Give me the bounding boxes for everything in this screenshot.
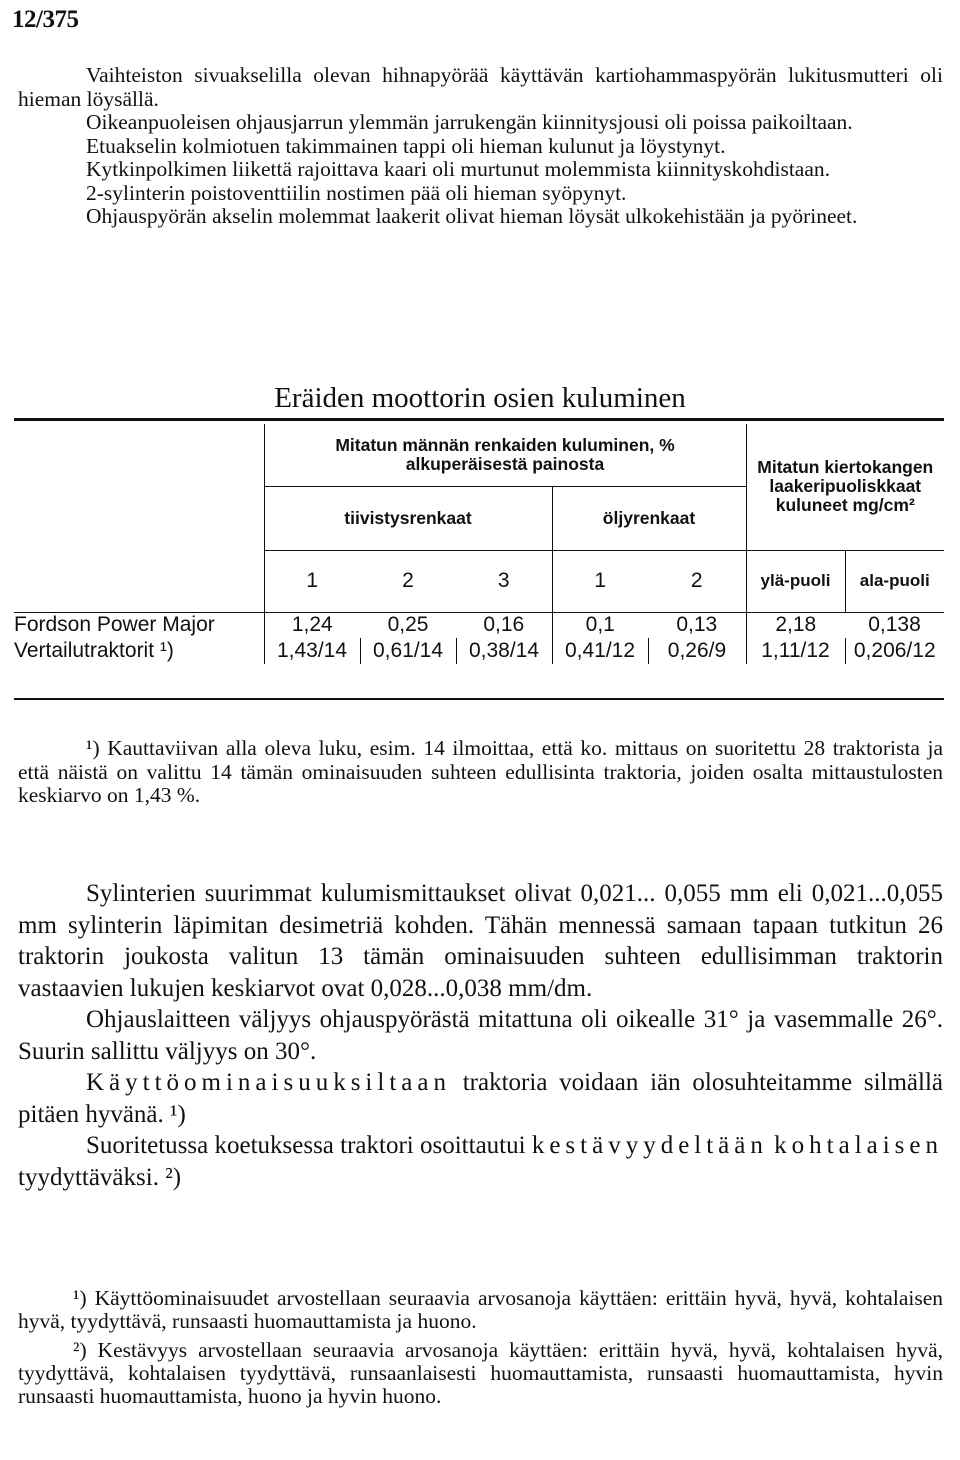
table-cell: 0,1 bbox=[552, 612, 648, 638]
intro-paragraphs bbox=[18, 64, 943, 229]
table-footnote bbox=[18, 737, 943, 808]
table-cell: 0,61/14 bbox=[360, 638, 456, 664]
body-paragraph bbox=[18, 1067, 943, 1130]
page-number: 12/375 bbox=[12, 6, 79, 33]
table-cell: 0,13 bbox=[648, 612, 746, 638]
table-cell: 1,11/12 bbox=[746, 638, 845, 664]
body-paragraph: Sylinterien suurimmat kulumismittaukset olivat 0,021... 0,055 mm eli 0,021...0,055 mm sylinterin läpimitan desimetriä kohden. Tähän mennessä samaan tapaan tutkitun 26 traktorin joukosta valitun 13 tämän ominaisuuden suhteen edullisimman traktorin vastaavien lukujen keskiarvot ovat 0,028...0,038 mm/dm. bbox=[18, 880, 943, 1002]
body-paragraph bbox=[18, 1130, 943, 1193]
table-corner bbox=[14, 424, 264, 612]
intro-line: 2-sylinterin poistoventtiilin nostimen pää oli hieman syöpynyt. bbox=[86, 180, 627, 205]
header-piston-rings: Mitatun männän renkaiden kuluminen, % alkuperäisestä painosta bbox=[264, 424, 746, 486]
intro-line: Kytkinpolkimen liikettä rajoittava kaari oli murtunut molemmista kiinnityskohdistaan. bbox=[86, 157, 831, 181]
body-text-run: traktoria voidaan iän olosuhteitamme silmällä pitäen hyvänä. ¹) bbox=[18, 1069, 943, 1128]
col-header: ala-puoli bbox=[845, 550, 944, 612]
header-bearings: Mitatun kiertokangen laakeripuoliskkaat kuluneet mg/cm² bbox=[746, 424, 944, 550]
wear-table bbox=[14, 424, 944, 664]
table-title: Eräiden moottorin osien kuluminen bbox=[274, 382, 686, 414]
body-spaced-term: kohtalaisen bbox=[774, 1132, 944, 1159]
intro-line: Vaihteiston sivuakselilla olevan hihnapyörää käyttävän kartiohammaspyörän lukitusmutteri oli hieman löysällä. bbox=[18, 63, 943, 111]
intro-line: Oikeanpuoleisen ohjausjarrun ylemmän jarrukengän kiinnitysjousi oli poissa paikoiltaan. bbox=[86, 110, 853, 134]
table-bottom-rule bbox=[14, 698, 944, 700]
col-header: 2 bbox=[360, 550, 456, 612]
footnote: ²) Kestävyys arvostellaan seuraavia arvosanoja käyttäen: erittäin hyvä, hyvä, kohtalaisen hyvä, tyydyttävä, kohtalaisen tyydyttävä, runsaanlaisesti huomauttamista, runsaasti huomauttamista, hyvin runsaasti huomauttamista, huono ja hyvin huono. bbox=[18, 1338, 943, 1408]
table-cell: 1,43/14 bbox=[264, 638, 360, 664]
row-label: Vertailutraktorit ¹) bbox=[14, 639, 174, 662]
body-text-run: Suoritetussa koetuksessa traktori osoittautui bbox=[86, 1132, 526, 1159]
intro-line: Etuakselin kolmiotuen takimmainen tappi oli hieman kulunut ja löystynyt. bbox=[86, 133, 726, 158]
table-cell: 0,25 bbox=[360, 612, 456, 638]
table-cell: 0,138 bbox=[845, 612, 944, 638]
header-oil-rings: öljyrenkaat bbox=[552, 486, 746, 550]
intro-line: Ohjauspyörän akselin molemmat laakerit olivat hieman löysät ulkokehistään ja pyörineet. bbox=[86, 204, 858, 228]
table-cell: 0,206/12 bbox=[845, 638, 944, 664]
col-header: 2 bbox=[648, 550, 746, 612]
table-cell: 0,26/9 bbox=[648, 638, 746, 664]
col-header: 3 bbox=[456, 550, 552, 612]
col-header: ylä-puoli bbox=[746, 550, 845, 612]
row-label: Fordson Power Major bbox=[14, 612, 264, 638]
table-cell: 0,41/12 bbox=[552, 638, 648, 664]
col-header: 1 bbox=[552, 550, 648, 612]
body-text bbox=[18, 878, 943, 1193]
header-compression-rings: tiivistysrenkaat bbox=[264, 486, 552, 550]
footnotes bbox=[18, 1287, 943, 1414]
table-top-rule bbox=[14, 418, 944, 421]
body-spaced-term: kestävyydeltään bbox=[531, 1132, 768, 1159]
table-cell: 2,18 bbox=[746, 612, 845, 638]
col-header: 1 bbox=[264, 550, 360, 612]
footnote: ¹) Käyttöominaisuudet arvostellaan seuraavia arvosanoja käyttäen: erittäin hyvä, hyvä, kohtalaisen hyvä, tyydyttävä, runsaasti huomauttamista ja huono. bbox=[18, 1286, 943, 1333]
table-cell: 1,24 bbox=[264, 612, 360, 638]
table-footnote-text: ¹) Kauttaviivan alla oleva luku, esim. 14 ilmoittaa, että ko. mittaus on suoritettu 28 traktorista ja että näistä on valittu 14 tämän ominaisuuden suhteen edullisinta traktoria, joiden osalta mittaustulosten keskiarvo on 1,43 %. bbox=[18, 736, 943, 807]
table-cell: 0,38/14 bbox=[456, 638, 552, 664]
body-text-run: tyydyttäväksi. ²) bbox=[18, 1163, 182, 1191]
body-spaced-term: Käyttöominaisuuksiltaan bbox=[86, 1069, 451, 1096]
body-paragraph: Ohjauslaitteen väljyys ohjauspyörästä mitattuna oli oikealle 31° ja vasemmalle 26°. Suurin sallittu väljyys on 30°. bbox=[18, 1006, 943, 1065]
table-cell: 0,16 bbox=[456, 612, 552, 638]
